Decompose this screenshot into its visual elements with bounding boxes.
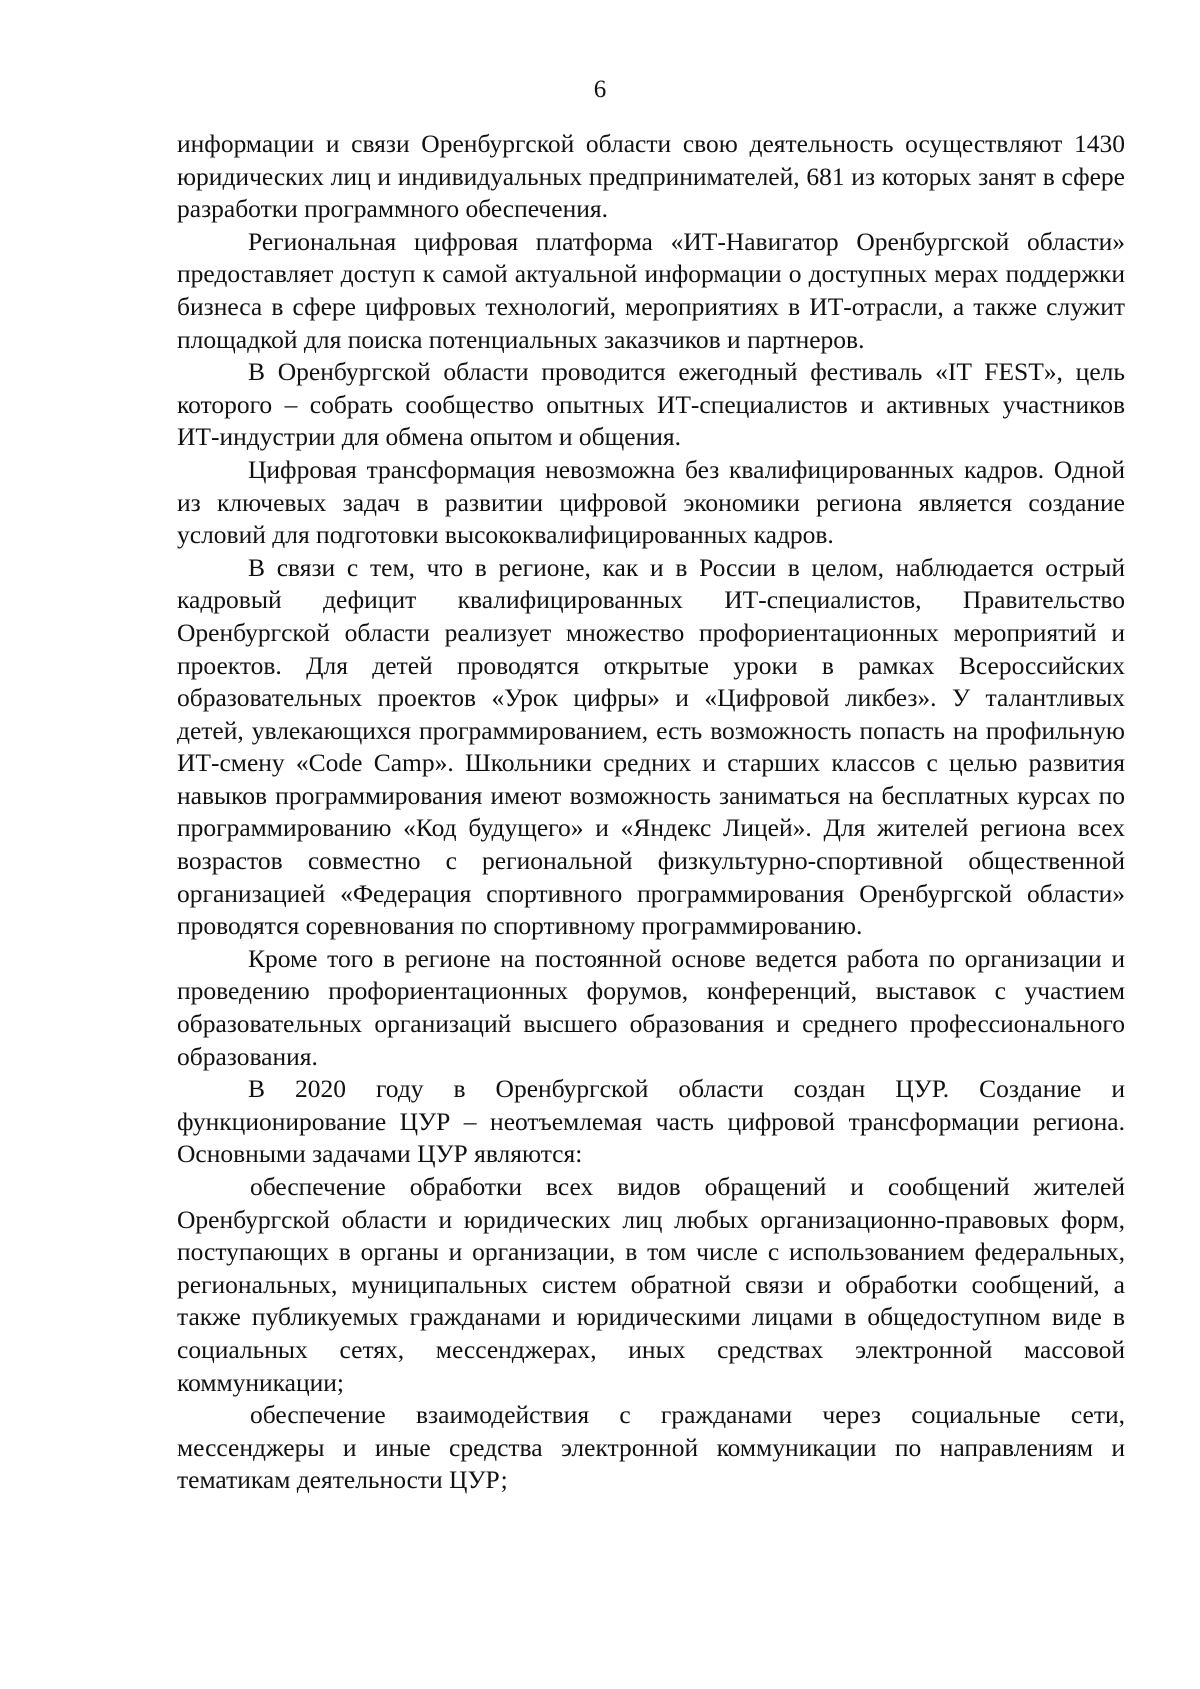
paragraph-it-navigator: Региональная цифровая платформа «ИТ-Навигатор Оренбургской области» предоставляет доступ к самой актуальной информации о доступных мерах поддержки бизнеса в сфере цифровых технологий, мероприятиях в ИТ-отрасли, а также служит площадкой для поиска потенциальных заказчиков и партнеров.	[177, 226, 1125, 354]
list-item-tsur-task-1: обеспечение обработки всех видов обращений и сообщений жителей Оренбургской области и юридических лиц любых организационно-правовых форм, поступающих в органы и организации, в том числе с использованием федеральных, региональных, муниципальных систем обратной связи и обработки сообщений, а также публикуемых гражданами и юридическими лицами в общедоступном виде в социальных сетях, мессенджерах, иных средствах электронной массовой коммуникации;	[177, 1172, 1125, 1397]
body-text	[177, 128, 1125, 1497]
paragraph-forums-exhibitions: Кроме того в регионе на постоянной основе ведется работа по организации и проведению профориентационных форумов, конференций, выставок с участием образовательных организаций высшего образования и среднего профессионального образования.	[177, 943, 1125, 1071]
list-item-tsur-task-2: обеспечение взаимодействия с гражданами через социальные сети, мессенджеры и иные средства электронной коммуникации по направлениям и тематикам деятельности ЦУР;	[177, 1400, 1125, 1495]
paragraph-it-fest: В Оренбургской области проводится ежегодный фестиваль «IT FEST», цель которого – собрать сообщество опытных ИТ-специалистов и активных участников ИТ-индустрии для обмена опытом и общения.	[177, 357, 1125, 452]
paragraph-continuation: информации и связи Оренбургской области свою деятельность осуществляют 1430 юридических лиц и индивидуальных предпринимателей, 681 из которых занят в сфере разработки программного обеспечения.	[177, 129, 1125, 224]
page-number: 6	[593, 76, 607, 103]
paragraph-career-guidance-projects: В связи с тем, что в регионе, как и в России в целом, наблюдается острый кадровый дефицит квалифицированных ИТ-специалистов, Правительство Оренбургской области реализует множество профориентационных мероприятий и проектов. Для детей проводятся открытые уроки в рамках Всероссийских образовательных проектов «Урок цифры» и «Цифровой ликбез». У талантливых детей, увлекающихся программированием, есть возможность попасть на профильную ИТ-смену «Code Camp». Школьники средних и старших классов с целью развития навыков программирования имеют возможность заниматься на бесплатных курсах по программированию «Код будущего» и «Яндекс Лицей». Для жителей региона всех возрастов совместно с региональной физкультурно-спортивной общественной организацией «Федерация спортивного программирования Оренбургской области» проводятся соревнования по спортивному программированию.	[177, 552, 1125, 941]
paragraph-digital-transformation: Цифровая трансформация невозможна без квалифицированных кадров. Одной из ключевых задач в развитии цифровой экономики региона является создание условий для подготовки высококвалифицированных кадров.	[177, 454, 1125, 550]
paragraph-tsur-created: В 2020 году в Оренбургской области создан ЦУР. Создание и функционирование ЦУР – неотъемлемая часть цифровой трансформации региона. Основными задачами ЦУР являются:	[177, 1074, 1125, 1169]
